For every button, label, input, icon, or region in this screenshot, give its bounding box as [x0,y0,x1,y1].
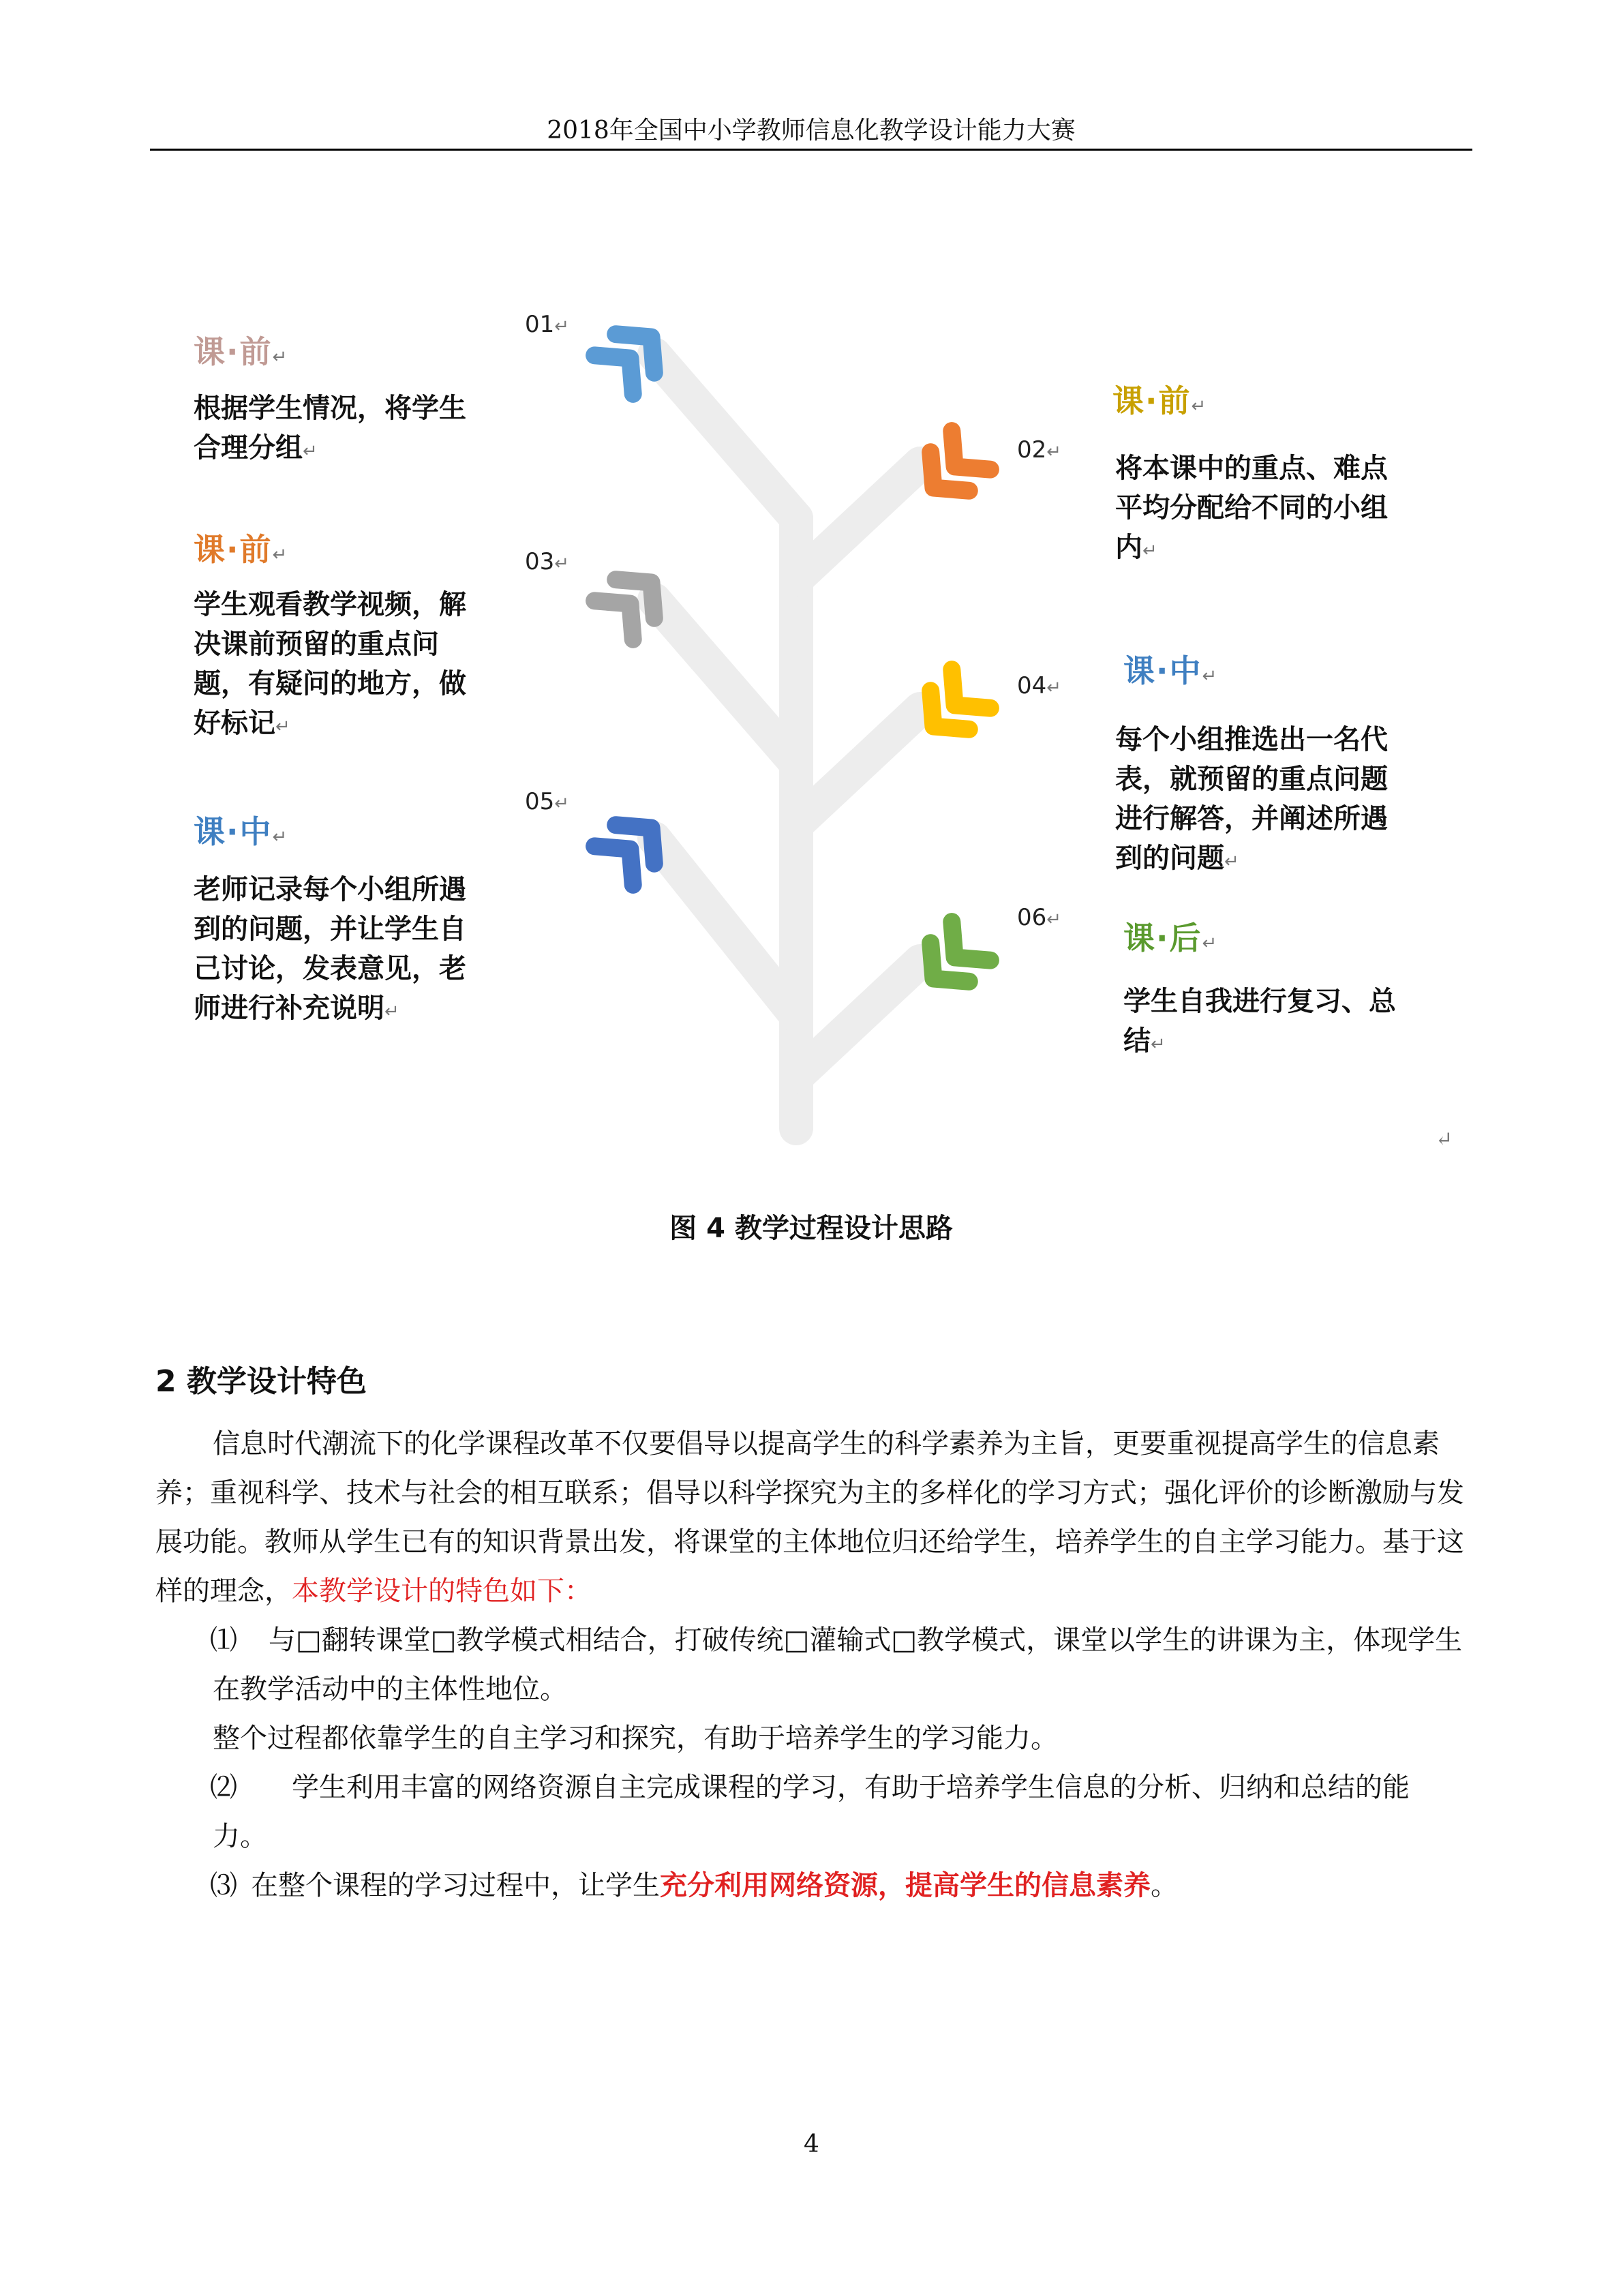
step-01-stage: 课·前↵ [194,333,289,370]
step-02-line: 将本课中的重点、难点 [1115,453,1388,484]
step-04-stage: 课·中↵ [1123,652,1219,689]
chevron-icon-06 [914,922,990,998]
step-04-line: 进行解答，并阐述所遇 [1115,803,1388,834]
chevron-icon-02 [914,431,990,507]
step-03-description [194,585,466,746]
step-05-stage: 课·中↵ [194,813,289,850]
step-02-number: 02↵ [1017,436,1062,464]
intro-paragraph: 信息时代潮流下的化学课程改革不仅要倡导以提高学生的科学素养为主旨，更要重视提高学生的信息素养；重视科学、技术与社会的相互联系；倡导以科学探究为主的多样化的学习方式；强化评价的诊断激励与发展功能。教师从学生已有的知识背景出发，将课堂的主体地位归还给学生，培养学生的自主学习能力。基于这样的理念，本教学设计的特色如下： [155,1428,1464,1607]
step-06-line: 学生自我进行复习、总 [1123,986,1396,1017]
step-01-number: 01↵ [525,311,570,338]
step-05-line: 到的问题，并让学生自 [194,913,466,945]
step-05-number: 05↵ [525,788,570,815]
step-02-line: 平均分配给不同的小组 [1115,492,1388,524]
feature-item-1-cont: 在教学活动中的主体性地位。 [213,1674,567,1705]
figure-return-mark: ↵ [1436,1128,1453,1151]
branch-04 [796,709,920,825]
step-03-line: 好标记↵ [194,708,290,739]
figure-caption: 图 4 教学过程设计思路 [669,1213,953,1244]
feature-item-1-extra: 整个过程都依靠学生的自主学习和探究，有助于培养学生的学习能力。 [213,1723,1058,1754]
step-03-number: 03↵ [525,548,570,575]
step-02-description [1115,449,1388,571]
step-04-line: 到的问题↵ [1115,843,1239,874]
item-3-label: ⑶ [210,1870,237,1901]
branch-06 [796,961,920,1077]
step-03-line: 题，有疑问的地方，做 [194,668,466,699]
step-04-number: 04↵ [1017,672,1062,699]
step-03-stage: 课·前↵ [194,531,289,568]
chevron-stroke [935,669,990,725]
step-04-description [1115,720,1388,881]
header-rule [150,149,1472,151]
branch-02 [796,464,920,579]
chevron-icon-04 [914,669,990,746]
page-header: 2018年全国中小学教师信息化教学设计能力大赛 [547,117,1076,145]
step-05-description [194,870,466,1031]
step-04-line: 表，就预留的重点问题 [1115,764,1388,795]
step-02-line: 内↵ [1115,532,1157,563]
step-06-stage: 课·后↵ [1123,920,1219,956]
step-05-line: 老师记录每个小组所遇 [194,874,466,905]
step-06-line: 结↵ [1123,1025,1166,1057]
feature-item-3: ⑶ 在整个课程的学习过程中，让学生充分利用网络资源，提高学生的信息素养。 [210,1869,1178,1901]
item-2-label: ⑵ [210,1772,237,1803]
step-01-description [194,389,466,471]
feature-item-1: ⑴ 与□翻转课堂□教学模式相结合，打破传统□灌输式□教学模式，课堂以学生的讲课为主，体现学生 [210,1625,1463,1656]
page-number: 4 [804,2130,819,2158]
chevron-stroke [935,922,990,977]
step-05-line: 师进行补充说明↵ [194,993,399,1024]
feature-item-2: ⑵ 学生利用丰富的网络资源自主完成课程的学习，有助于培养学生信息的分析、归纳和总结的能 [210,1772,1410,1803]
chevron-icon-05 [594,809,671,885]
feature-item-2-cont: 力。 [213,1821,267,1852]
process-tree-diagram [136,273,1486,1173]
branch-03 [654,600,796,764]
step-01-line: 合理分组↵ [194,432,318,464]
branch-01 [654,354,796,518]
step-05-line: 己讨论，发表意见，老 [194,953,466,984]
step-02-stage: 课·前↵ [1112,382,1208,419]
step-03-line: 学生观看教学视频，解 [194,589,466,620]
step-04-line: 每个小组推选出一名代 [1115,724,1388,755]
step-06-number: 06↵ [1017,904,1062,931]
chevron-stroke [935,431,990,486]
step-06-description [1123,982,1396,1064]
branch-05 [654,839,796,1016]
item-1-label: ⑴ [210,1625,237,1656]
section-title: 2 教学设计特色 [155,1364,367,1399]
step-01-line: 根据学生情况，将学生 [194,393,466,424]
step-03-line: 决课前预留的重点问 [194,629,439,660]
